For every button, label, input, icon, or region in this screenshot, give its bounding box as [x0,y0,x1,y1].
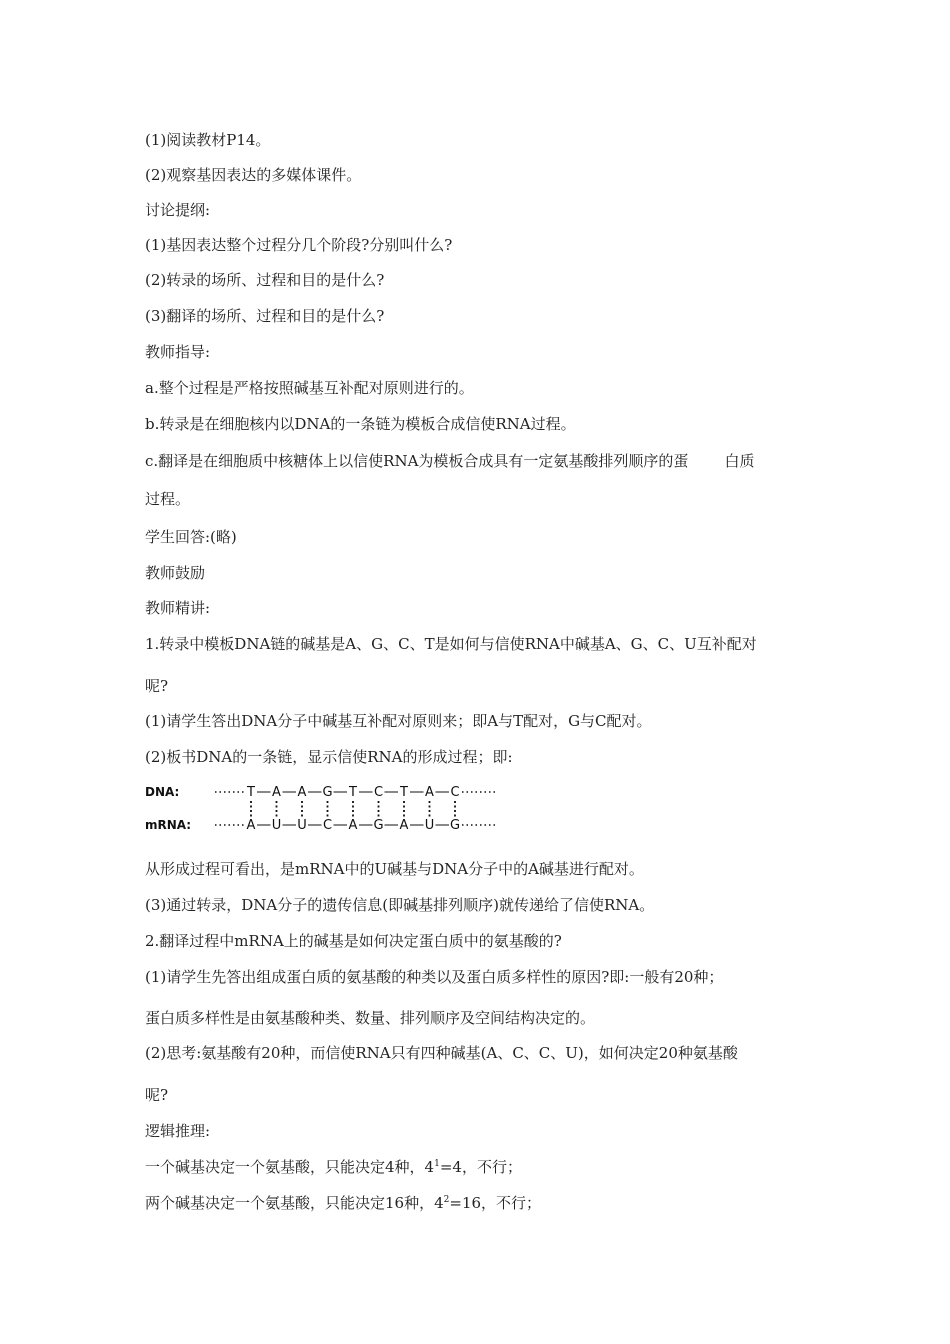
text-line: (2)思考:氨基酸有20种，而信使RNA只有四种碱基(A、C、C、U)，如何决定20种氨基酸 [145,1044,738,1062]
text-segment: c.翻译是在细胞质中核糖体上以信使RNA为模板合成具有一定氨基酸排列顺序的蛋 [145,452,689,470]
mrna-strand [215,818,495,833]
dna-label: DNA: [145,785,180,799]
dna-base: A [272,785,281,800]
text-line: 2.翻译过程中mRNA上的碱基是如何决定蛋白质中的氨基酸的? [145,932,562,950]
dna-base: A [297,785,307,800]
section-heading: 教师指导: [145,343,211,361]
text-line: (2)转录的场所、过程和目的是什么? [145,271,385,289]
text-line [145,1193,541,1213]
mrna-base: C [322,818,333,833]
text-line: b.转录是在细胞核内以DNA的一条链为模板合成信使RNA过程。 [145,415,576,433]
text-line: (2)板书DNA的一条链，显示信使RNA的形成过程；即: [145,748,513,766]
reasoning-text: 一个碱基决定一个氨基酸，只能决定4种，4 [145,1158,435,1176]
text-line: (1)请学生答出DNA分子中碱基互补配对原则来；即A与T配对，G与C配对。 [145,712,652,730]
text-line: 1.转录中模板DNA链的碱基是A、G、C、T是如何与信使RNA中碱基A、G、C、U互补配对 [145,635,757,653]
mrna-base: U [297,818,307,833]
text-segment: 白质 [724,452,755,470]
text-line: 呢? [145,1086,169,1104]
section-heading: 逻辑推理: [145,1122,211,1140]
dna-base: C [450,785,460,800]
dna-base: T [247,785,255,800]
text-line [145,1157,522,1177]
reasoning-text: 两个碱基决定一个氨基酸，只能决定16种，4 [145,1194,444,1212]
section-heading: 教师精讲: [145,599,211,617]
mrna-base: G [373,818,384,833]
text-line: 学生回答:(略) [145,528,237,546]
text-line: 蛋白质多样性是由氨基酸种类、数量、排列顺序及空间结构决定的。 [145,1009,596,1027]
text-line: (1)阅读教材P14。 [145,131,271,149]
reasoning-tail: =16，不行； [449,1194,542,1212]
text-line: (3)翻译的场所、过程和目的是什么? [145,307,385,325]
mrna-label: mRNA: [145,818,192,832]
exponent: 1 [434,1159,440,1169]
dna-strand [215,785,495,800]
text-line: 过程。 [145,490,191,508]
text-line: (1)请学生先答出组成蛋白质的氨基酸的种类以及蛋白质多样性的原因?即:一般有20种； [145,968,724,986]
mrna-base: A [246,818,256,833]
base-pair-links [251,801,455,817]
exponent: 2 [443,1195,450,1205]
text-line [145,451,754,471]
mrna-base: G [449,818,461,833]
reasoning-tail: =4，不行； [439,1158,522,1176]
mrna-base: U [424,818,435,833]
text-line: 呢? [145,677,169,695]
mrna-base: A [348,818,358,833]
mrna-base: A [399,818,409,833]
text-line: a.整个过程是严格按照碱基互补配对原则进行的。 [145,379,474,397]
section-heading: 讨论提纲: [145,201,211,219]
text-line: 从形成过程可看出，是mRNA中的U碱基与DNA分子中的A碱基进行配对。 [145,860,644,878]
text-line: (2)观察基因表达的多媒体课件。 [145,166,362,184]
dna-base: C [373,785,384,800]
dna-base: T [349,785,357,800]
dna-mrna-diagram [145,778,505,834]
mrna-base: U [271,818,282,833]
text-line: 教师鼓励 [145,564,206,582]
dna-base: G [322,785,333,800]
dna-base: A [425,785,434,800]
dna-base: T [400,785,408,800]
text-line: (1)基因表达整个过程分几个阶段?分别叫什么? [145,236,453,254]
text-line: (3)通过转录，DNA分子的遗传信息(即碱基排列顺序)就传递给了信使RNA。 [145,896,655,914]
